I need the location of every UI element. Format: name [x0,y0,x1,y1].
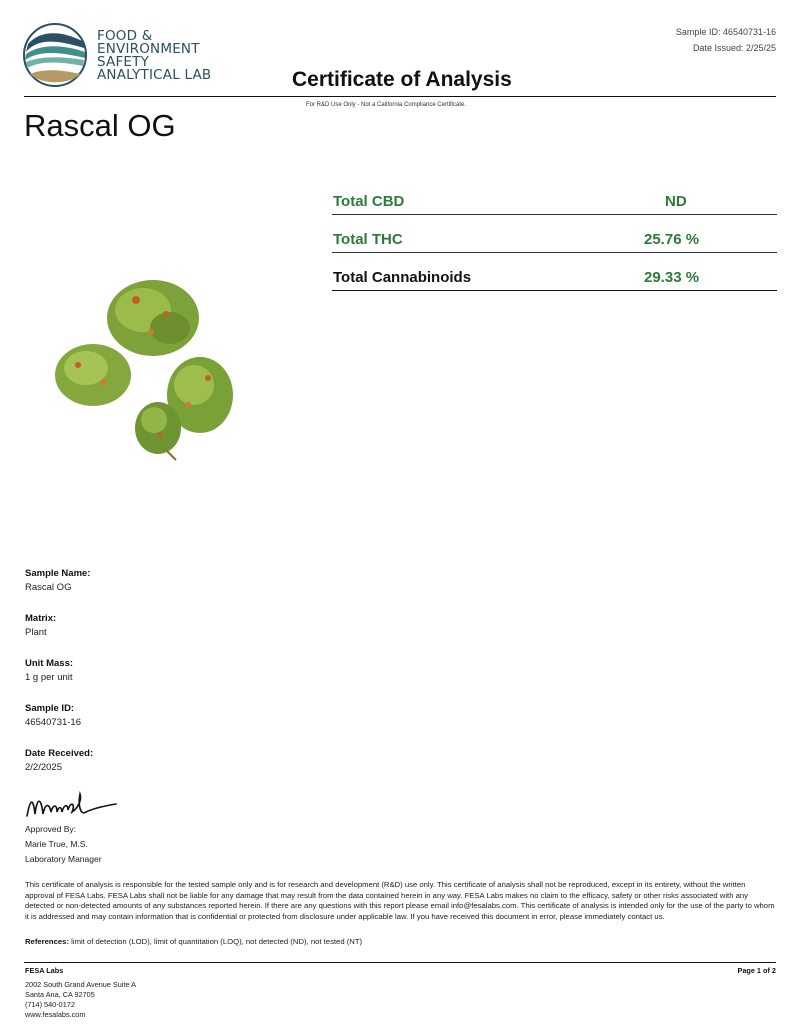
date-issued-line: Date Issued: 2/25/25 [692,43,776,53]
detail-value: Rascal OG [25,582,72,593]
cannabinoid-summary [332,190,777,291]
footer-divider [24,962,776,963]
references-text: limit of detection (LOD), limit of quantitation (LOQ), not detected (ND), not tested (NT) [71,937,363,946]
detail-field [25,613,325,658]
detail-field [25,658,325,703]
detail-field [25,748,325,793]
approver-role: Laboratory Manager [25,854,102,864]
header-divider [24,96,776,97]
approval-block [25,822,102,867]
document-meta [676,24,776,56]
sample-details [25,568,325,793]
sample-title: Rascal OG [24,108,176,143]
references-label: References: [25,937,70,946]
summary-label: Total THC [333,231,403,248]
summary-row [332,253,777,291]
summary-label: Total Cannabinoids [333,269,472,286]
detail-field [25,703,325,748]
signature [24,790,119,824]
lab-logo [22,22,88,88]
footer-website-link[interactable]: www.fesalabs.com [25,1010,86,1019]
summary-row [332,215,777,253]
summary-row [332,190,777,215]
lab-name-line: FOOD & [97,28,153,44]
approved-by-label: Approved By: [25,824,77,834]
references [25,937,362,946]
footer-address-line: 2002 South Grand Avenue Suite A [25,980,137,989]
lab-name-line: ENVIRONMENT [97,41,200,57]
sample-id-line: Sample ID: 46540731-16 [675,27,776,37]
disclaimer: This certificate of analysis is responsible for the tested sample only and is for research and development (R&D) use only. This certificate of analysis shall not be reproduced, except in its entirety, without the written approval of FESA Labs. FESA Labs shall not be liable for any damage that may result from the data contained herein in any way. FESA Labs makes no claim to the efficacy, safety or other risks associated with any detected or non-detected amounts of any substances reported herein. If there are any questions with this report please email info@fesalabs.com. This certificate of analysis is intended only for the use of the party to whom it is addressed and may contain information that is confidential or protected from disclosure under applicable law. If you have received this document in error, please immediately contact us. [25,880,775,921]
detail-value: 2/2/2025 [25,762,62,773]
detail-key: Matrix: [25,613,57,624]
approver-name: Marie True, M.S. [25,839,88,849]
summary-value: ND [665,193,687,210]
detail-value: 1 g per unit [25,672,73,683]
footer-phone: (714) 540-0172 [25,1000,75,1009]
detail-value: 46540731-16 [25,717,81,728]
detail-key: Sample ID: [25,703,75,714]
product-image [48,270,248,465]
detail-key: Date Received: [25,748,94,759]
summary-label: Total CBD [333,193,405,210]
detail-value: Plant [25,627,47,638]
footer-address [25,966,136,1020]
footer-address-line: Santa Ana, CA 92705 [25,990,95,999]
lab-name-line: SAFETY [97,54,150,70]
lab-name-line: ANALYTICAL LAB [97,67,212,83]
summary-value: 29.33 % [644,269,700,286]
lab-name [97,30,267,82]
bud-shape [107,280,199,356]
detail-key: Unit Mass: [25,658,74,669]
detail-key: Sample Name: [25,568,91,579]
page-number: Page 1 of 2 [737,966,776,975]
document-title: Certificate of Analysis [292,68,512,91]
detail-field [25,568,325,613]
footer-company: FESA Labs [25,966,64,975]
rd-use-note: For R&D Use Only - Not a California Compliance Certificate. [306,102,467,108]
summary-value: 25.76 % [644,231,700,248]
